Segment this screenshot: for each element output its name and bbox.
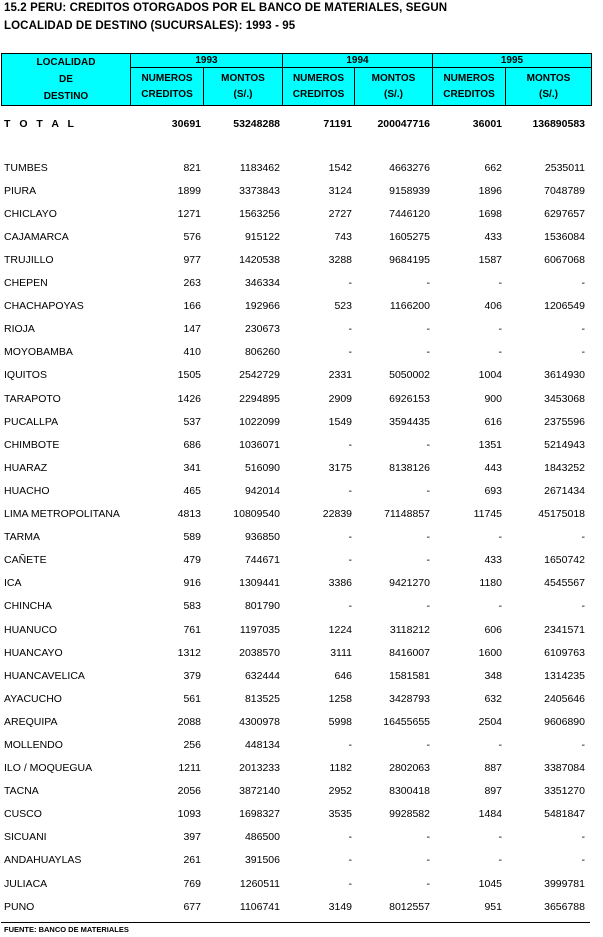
table-row — [4, 479, 588, 502]
row-value-cell: 1106741 — [239, 900, 280, 913]
row-location-name: SICUANI — [4, 831, 47, 844]
row-location-name: ILO / MOQUEGUA — [4, 762, 93, 775]
row-value-cell: 3175 — [328, 461, 352, 474]
row-value-cell: - — [426, 738, 430, 751]
row-value-cell: 6109763 — [544, 646, 585, 659]
row-value-cell: 806260 — [244, 346, 280, 359]
row-value-cell: 1211 — [178, 762, 201, 775]
table-row — [4, 248, 588, 271]
table-row — [4, 687, 588, 710]
row-location-name: ICA — [4, 577, 22, 590]
row-value-cell: 2341571 — [544, 623, 585, 636]
row-value-cell: 5481847 — [544, 808, 585, 821]
table-row — [4, 872, 588, 895]
row-value-cell: - — [348, 438, 352, 451]
row-value-cell: 677 — [183, 900, 201, 913]
row-value-cell: 2504 — [478, 715, 502, 728]
row-value-cell: 2542729 — [239, 369, 280, 382]
row-value-cell: - — [426, 831, 430, 844]
row-value-cell: 433 — [484, 230, 502, 243]
row-value-cell: 606 — [484, 623, 502, 636]
total-row — [4, 112, 588, 135]
row-value-cell: 1536084 — [544, 230, 585, 243]
row-location-name: CAÑETE — [4, 554, 47, 567]
row-value-cell: 2952 — [328, 785, 352, 798]
row-location-name: TUMBES — [4, 161, 48, 174]
table-row — [4, 202, 588, 225]
row-location-name: TARAPOTO — [4, 392, 61, 405]
row-value-cell: 1309441 — [239, 577, 280, 590]
row-value-cell: 1563256 — [239, 207, 280, 220]
row-value-cell: - — [581, 531, 585, 544]
row-location-name: CHICLAYO — [4, 207, 57, 220]
row-value-cell: 1899 — [177, 184, 201, 197]
row-value-cell: 6297657 — [544, 207, 585, 220]
row-value-cell: 1022099 — [239, 415, 280, 428]
row-value-cell: - — [426, 484, 430, 497]
header-montos-1994: MONTOS (S/.) — [355, 68, 433, 106]
row-value-cell: - — [348, 738, 352, 751]
table-row — [4, 849, 588, 872]
row-location-name: TARMA — [4, 531, 40, 544]
row-value-cell: 6067068 — [544, 254, 585, 267]
row-value-cell: - — [581, 854, 585, 867]
row-value-cell: 1182 — [329, 762, 352, 775]
row-value-cell: 1549 — [328, 415, 352, 428]
table-row — [4, 710, 588, 733]
row-value-cell: - — [581, 277, 585, 290]
row-value-cell: - — [348, 277, 352, 290]
total-cell: 30691 — [171, 117, 201, 130]
row-value-cell: 4545567 — [544, 577, 585, 590]
header-numeros-1994: NUMEROS CREDITOS — [283, 68, 355, 106]
row-value-cell: - — [348, 854, 352, 867]
row-value-cell: 406 — [484, 300, 502, 313]
header-numeros-1995: NUMEROS CREDITOS — [433, 68, 506, 106]
header-year-1993: 1993 — [131, 54, 283, 68]
header-montos-1995: MONTOS (S/.) — [506, 68, 592, 106]
row-value-cell: 5998 — [328, 715, 352, 728]
table-row — [4, 733, 588, 756]
table-title-line2: LOCALIDAD DE DESTINO (SUCURSALES): 1993 - 95 — [4, 20, 296, 32]
table-row — [4, 410, 588, 433]
row-value-cell: 1698327 — [239, 808, 280, 821]
header-localidad-line1: LOCALIDAD — [36, 57, 96, 68]
table-row — [4, 387, 588, 410]
row-location-name: AYACUCHO — [4, 692, 62, 705]
row-value-cell: - — [348, 600, 352, 613]
row-value-cell: 8416007 — [389, 646, 430, 659]
row-value-cell: 646 — [334, 669, 352, 682]
row-value-cell: 915122 — [244, 230, 280, 243]
row-value-cell: - — [426, 346, 430, 359]
row-value-cell: 813525 — [244, 692, 280, 705]
row-value-cell: 951 — [484, 900, 502, 913]
row-value-cell: - — [498, 600, 502, 613]
row-value-cell: 516090 — [244, 461, 280, 474]
row-value-cell: 1224 — [328, 623, 352, 636]
table-row — [4, 549, 588, 572]
row-value-cell: 887 — [484, 762, 502, 775]
row-value-cell: 2375596 — [544, 415, 585, 428]
row-value-cell: 3288 — [328, 254, 352, 267]
row-value-cell: 662 — [484, 161, 502, 174]
row-value-cell: 2405646 — [544, 692, 585, 705]
row-value-cell: - — [426, 277, 430, 290]
row-value-cell: 1600 — [478, 646, 502, 659]
row-value-cell: 433 — [484, 554, 502, 567]
row-value-cell: 348 — [484, 669, 502, 682]
row-value-cell: 8138126 — [389, 461, 430, 474]
row-value-cell: 443 — [484, 461, 502, 474]
table-row — [4, 364, 588, 387]
row-value-cell: 1093 — [177, 808, 201, 821]
row-value-cell: 3656788 — [544, 900, 585, 913]
total-cell: 136890583 — [532, 117, 585, 130]
row-value-cell: 1650742 — [544, 554, 585, 567]
table-row — [4, 618, 588, 641]
row-value-cell: 1484 — [478, 808, 502, 821]
row-value-cell: 1166200 — [389, 300, 430, 313]
row-value-cell: 942014 — [244, 484, 280, 497]
row-value-cell: 2909 — [328, 392, 352, 405]
total-label: T O T A L — [4, 117, 77, 130]
row-location-name: HUARAZ — [4, 461, 48, 474]
row-value-cell: 3111 — [330, 646, 352, 659]
row-value-cell: - — [348, 484, 352, 497]
row-value-cell: 448134 — [244, 738, 280, 751]
header-year-1994: 1994 — [283, 54, 433, 68]
row-value-cell: 16455655 — [383, 715, 430, 728]
row-location-name: CHACHAPOYAS — [4, 300, 84, 313]
row-value-cell: 263 — [183, 277, 201, 290]
row-value-cell: 397 — [183, 831, 201, 844]
row-value-cell: - — [581, 346, 585, 359]
row-value-cell: - — [498, 831, 502, 844]
row-value-cell: 4813 — [177, 508, 201, 521]
row-value-cell: 936850 — [244, 531, 280, 544]
row-value-cell: 2056 — [177, 785, 201, 798]
row-value-cell: 391506 — [244, 854, 280, 867]
row-value-cell: 3118212 — [389, 623, 430, 636]
row-value-cell: 9421270 — [389, 577, 430, 590]
row-value-cell: 1542 — [328, 161, 352, 174]
row-value-cell: 1426 — [177, 392, 201, 405]
row-value-cell: 1581581 — [389, 669, 430, 682]
row-value-cell: 1260511 — [239, 877, 280, 890]
spacer-row — [4, 135, 588, 156]
row-value-cell: 5050002 — [389, 369, 430, 382]
data-table — [4, 112, 588, 918]
header-localidad-line2: DE — [59, 74, 73, 85]
row-value-cell: 256 — [183, 738, 201, 751]
row-value-cell: - — [581, 831, 585, 844]
row-location-name: PUNO — [4, 900, 35, 913]
row-value-cell: 1183462 — [239, 161, 280, 174]
row-value-cell: 1351 — [478, 438, 502, 451]
row-value-cell: 3453068 — [544, 392, 585, 405]
row-value-cell: 589 — [183, 531, 201, 544]
row-location-name: HUANCAYO — [4, 646, 63, 659]
table-row — [4, 595, 588, 618]
row-location-name: CAJAMARCA — [4, 230, 69, 243]
row-value-cell: - — [426, 531, 430, 544]
row-value-cell: 11745 — [473, 508, 502, 521]
row-value-cell: 1896 — [478, 184, 502, 197]
row-value-cell: - — [498, 277, 502, 290]
row-value-cell: 71148857 — [384, 508, 430, 521]
row-value-cell: 1180 — [479, 577, 502, 590]
table-row — [4, 664, 588, 687]
row-value-cell: 2535011 — [544, 161, 585, 174]
table-row — [4, 572, 588, 595]
row-value-cell: - — [498, 531, 502, 544]
total-cell: 36001 — [472, 117, 502, 130]
row-value-cell: 3535 — [328, 808, 352, 821]
table-row — [4, 503, 588, 526]
table-row — [4, 295, 588, 318]
table-row — [4, 757, 588, 780]
row-value-cell: 916 — [183, 577, 201, 590]
header-montos-1993: MONTOS (S/.) — [204, 68, 283, 106]
row-value-cell: 561 — [183, 692, 201, 705]
row-value-cell: 632444 — [244, 669, 280, 682]
row-value-cell: 192966 — [244, 300, 280, 313]
row-value-cell: 465 — [183, 484, 201, 497]
row-value-cell: 3999781 — [544, 877, 585, 890]
row-value-cell: 1036071 — [239, 438, 280, 451]
row-value-cell: 7446120 — [389, 207, 430, 220]
row-value-cell: 346334 — [244, 277, 280, 290]
row-value-cell: 3614930 — [544, 369, 585, 382]
row-location-name: MOLLENDO — [4, 738, 63, 751]
row-location-name: CUSCO — [4, 808, 42, 821]
row-value-cell: 261 — [183, 854, 201, 867]
row-value-cell: 1505 — [177, 369, 201, 382]
source-footnote: FUENTE: BANCO DE MATERIALES — [4, 925, 129, 934]
row-value-cell: 3594435 — [389, 415, 430, 428]
table-row — [4, 780, 588, 803]
row-value-cell: - — [498, 854, 502, 867]
total-cell: 71191 — [323, 117, 352, 130]
row-value-cell: 2294895 — [239, 392, 280, 405]
row-value-cell: - — [498, 346, 502, 359]
row-value-cell: 897 — [484, 785, 502, 798]
row-value-cell: 2727 — [328, 207, 352, 220]
row-value-cell: 1605275 — [389, 230, 430, 243]
row-value-cell: 821 — [183, 161, 201, 174]
data-table-body — [4, 112, 588, 918]
row-value-cell: 9684195 — [389, 254, 430, 267]
row-value-cell: - — [498, 323, 502, 336]
row-value-cell: 5214943 — [544, 438, 585, 451]
row-value-cell: 744671 — [244, 554, 280, 567]
total-cell: 200047716 — [377, 117, 430, 130]
row-value-cell: 3124 — [328, 184, 352, 197]
row-value-cell: 761 — [183, 623, 201, 636]
header-numeros-1993: NUMEROS CREDITOS — [131, 68, 204, 106]
row-location-name: CHINCHA — [4, 600, 52, 613]
row-value-cell: 1258 — [328, 692, 352, 705]
row-value-cell: 743 — [334, 230, 352, 243]
row-location-name: HUANCAVELICA — [4, 669, 85, 682]
row-location-name: JULIACA — [4, 877, 48, 890]
table-row — [4, 641, 588, 664]
row-value-cell: 2088 — [177, 715, 201, 728]
row-value-cell: 537 — [183, 415, 201, 428]
row-value-cell: 3373843 — [239, 184, 280, 197]
row-value-cell: 8300418 — [389, 785, 430, 798]
row-value-cell: 479 — [183, 554, 201, 567]
row-value-cell: 9606890 — [544, 715, 585, 728]
row-value-cell: 10809540 — [233, 508, 280, 521]
table-title-line1: 15.2 PERU: CREDITOS OTORGADOS POR EL BANCO DE MATERIALES, SEGUN — [4, 2, 448, 14]
row-value-cell: - — [348, 877, 352, 890]
row-location-name: PUCALLPA — [4, 415, 59, 428]
row-value-cell: - — [348, 531, 352, 544]
row-value-cell: 583 — [183, 600, 201, 613]
row-value-cell: 1587 — [478, 254, 502, 267]
row-value-cell: 9928582 — [389, 808, 430, 821]
row-value-cell: - — [348, 554, 352, 567]
row-value-cell: - — [348, 346, 352, 359]
row-value-cell: 632 — [484, 692, 502, 705]
row-location-name: HUANUCO — [4, 623, 58, 636]
table-row — [4, 179, 588, 202]
table-row — [4, 895, 588, 918]
row-location-name: CHEPEN — [4, 277, 48, 290]
table-row — [4, 341, 588, 364]
row-location-name: CHIMBOTE — [4, 438, 60, 451]
row-value-cell: 379 — [183, 669, 201, 682]
header-localidad-line3: DESTINO — [43, 91, 89, 102]
row-value-cell: 977 — [183, 254, 201, 267]
row-value-cell: 1271 — [177, 207, 201, 220]
row-value-cell: 801790 — [244, 600, 280, 613]
row-value-cell: - — [348, 323, 352, 336]
row-value-cell: 1698 — [478, 207, 502, 220]
row-value-cell: 2671434 — [544, 484, 585, 497]
row-value-cell: 4663276 — [389, 161, 430, 174]
row-value-cell: 22839 — [322, 508, 352, 521]
row-value-cell: 166 — [183, 300, 201, 313]
row-location-name: RIOJA — [4, 323, 35, 336]
table-row — [4, 456, 588, 479]
header-localidad — [2, 54, 131, 106]
table-row — [4, 318, 588, 341]
row-value-cell: 686 — [183, 438, 201, 451]
row-value-cell: 9158939 — [389, 184, 430, 197]
row-value-cell: - — [581, 738, 585, 751]
row-value-cell: 693 — [484, 484, 502, 497]
row-value-cell: - — [426, 854, 430, 867]
row-value-cell: 3872140 — [239, 785, 280, 798]
row-value-cell: 2038570 — [239, 646, 280, 659]
row-value-cell: 147 — [183, 323, 201, 336]
row-location-name: MOYOBAMBA — [4, 346, 73, 359]
row-value-cell: 3387084 — [544, 762, 585, 775]
row-value-cell: - — [581, 600, 585, 613]
table-row — [4, 225, 588, 248]
row-value-cell: 1420538 — [239, 254, 280, 267]
row-value-cell: 7048789 — [544, 184, 585, 197]
row-location-name: LIMA METROPOLITANA — [4, 508, 120, 521]
row-location-name: ANDAHUAYLAS — [4, 854, 82, 867]
total-cell: 53248288 — [233, 117, 280, 130]
row-location-name: TRUJILLO — [4, 254, 54, 267]
row-value-cell: - — [426, 554, 430, 567]
header-year-1995: 1995 — [433, 54, 592, 68]
row-value-cell: 3386 — [328, 577, 352, 590]
table-row — [4, 826, 588, 849]
table-row — [4, 803, 588, 826]
row-value-cell: 2331 — [328, 369, 352, 382]
row-value-cell: 45175018 — [538, 508, 585, 521]
row-value-cell: 3149 — [328, 900, 352, 913]
footer-divider — [1, 922, 590, 923]
row-value-cell: 616 — [484, 415, 502, 428]
row-value-cell: 410 — [183, 346, 201, 359]
row-location-name: HUACHO — [4, 484, 50, 497]
row-value-cell: 486500 — [244, 831, 280, 844]
table-row — [4, 433, 588, 456]
row-value-cell: - — [426, 438, 430, 451]
row-value-cell: - — [426, 877, 430, 890]
row-location-name: TACNA — [4, 785, 39, 798]
row-value-cell: 1843252 — [544, 461, 585, 474]
row-value-cell: 1206549 — [544, 300, 585, 313]
row-value-cell: 3428793 — [389, 692, 430, 705]
table-row — [4, 526, 588, 549]
row-value-cell: 4300978 — [239, 715, 280, 728]
row-value-cell: 900 — [484, 392, 502, 405]
row-value-cell: 1004 — [478, 369, 502, 382]
table-row — [4, 156, 588, 179]
row-value-cell: 2013233 — [239, 762, 280, 775]
row-location-name: PIURA — [4, 184, 37, 197]
row-value-cell: 576 — [183, 230, 201, 243]
row-location-name: IQUITOS — [4, 369, 47, 382]
row-value-cell: 341 — [183, 461, 201, 474]
row-value-cell: 2802063 — [389, 762, 430, 775]
row-value-cell: 8012557 — [389, 900, 430, 913]
row-value-cell: 523 — [334, 300, 352, 313]
row-value-cell: - — [581, 323, 585, 336]
row-value-cell: 1045 — [478, 877, 502, 890]
row-value-cell: 1312 — [177, 646, 201, 659]
row-value-cell: - — [426, 600, 430, 613]
row-value-cell: - — [348, 831, 352, 844]
row-value-cell: 1197035 — [239, 623, 280, 636]
row-value-cell: 1314235 — [544, 669, 585, 682]
row-location-name: AREQUIPA — [4, 715, 58, 728]
table-row — [4, 272, 588, 295]
row-value-cell: 3351270 — [544, 785, 585, 798]
row-value-cell: - — [498, 738, 502, 751]
row-value-cell: 769 — [183, 877, 201, 890]
row-value-cell: 6926153 — [389, 392, 430, 405]
row-value-cell: - — [426, 323, 430, 336]
table-header — [1, 53, 592, 106]
row-value-cell: 230673 — [244, 323, 280, 336]
